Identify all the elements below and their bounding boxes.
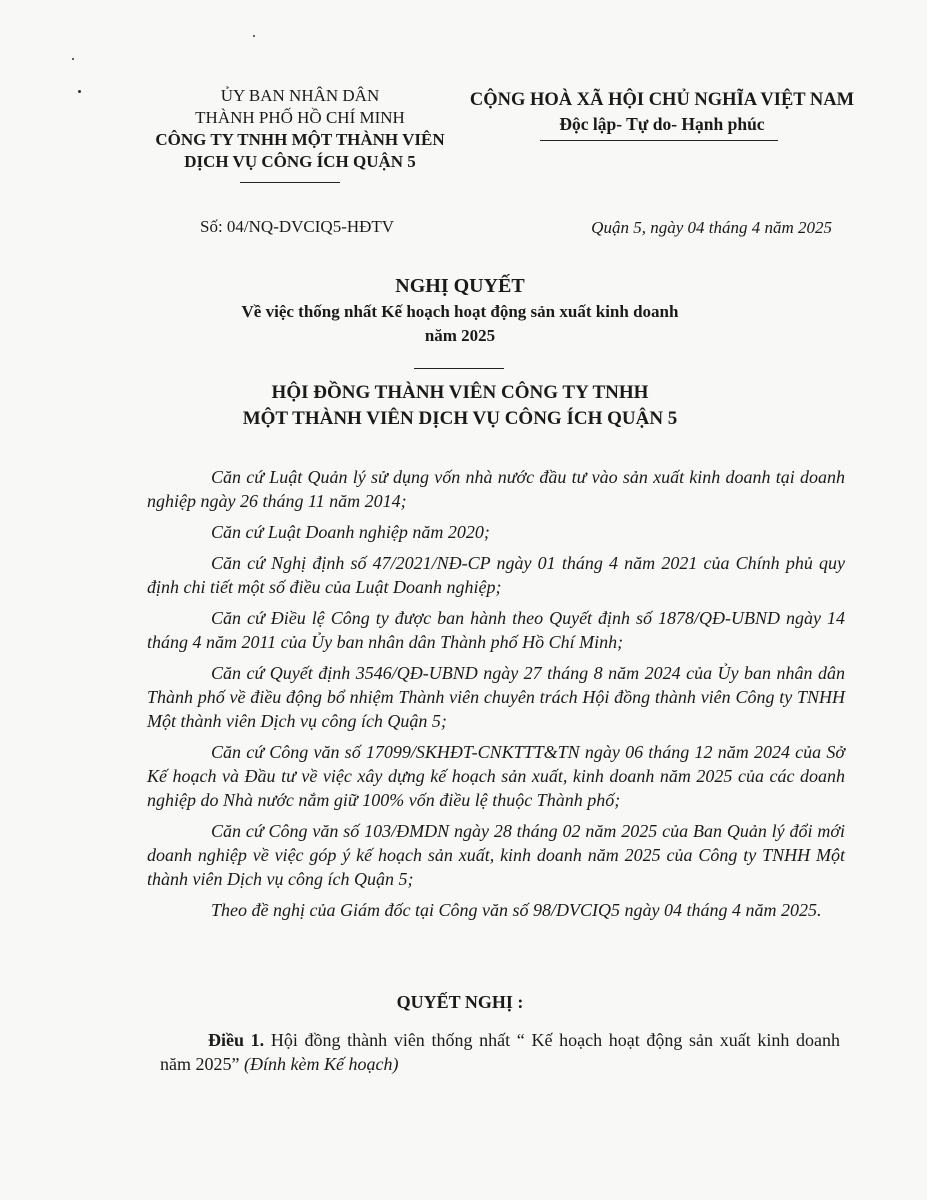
national-motto: Độc lập- Tự do- Hạnh phúc — [559, 114, 765, 134]
scan-speck — [78, 90, 81, 93]
issuing-authority — [140, 85, 460, 173]
article-1-text: Hội đồng thành viên thống nhất “ Kế hoạch hoạt động sản xuất kinh doanh năm 2025” — [160, 1030, 841, 1074]
scan-speck — [253, 35, 255, 37]
resolution-subtitle-line-2: năm 2025 — [424, 326, 496, 345]
legal-basis-item: Căn cứ Quyết định 3546/QĐ-UBND ngày 27 tháng 8 năm 2024 của Ủy ban nhân dân Thành phố về điều động bổ nhiệm Thành viên chuyên trách Hội đồng thành viên Công ty TNHH Một thành viên Dịch vụ công ích Quận 5; — [147, 663, 845, 731]
company-name-line-2: DỊCH VỤ CÔNG ÍCH QUẬN 5 — [184, 152, 416, 171]
article-1 — [160, 1028, 840, 1076]
decides-heading: QUYẾT NGHỊ : — [396, 992, 524, 1012]
resolution-subtitle-line-1: Về việc thống nhất Kế hoạch hoạt động sản xuất kinh doanh — [241, 302, 679, 321]
legal-basis-item: Căn cứ Nghị định số 47/2021/NĐ-CP ngày 01 tháng 4 năm 2021 của Chính phủ quy định chi tiết một số điều của Luật Doanh nghiệp; — [147, 553, 845, 597]
motto-underline — [540, 140, 778, 141]
legal-basis-item: Căn cứ Công văn số 17099/SKHĐT-CNKTTT&TN ngày 06 tháng 12 năm 2024 của Sở Kế hoạch và Đầu tư về việc xây dựng kế hoạch sản xuất, kinh doanh năm 2025 của các doanh nghiệp do Nhà nước nắm giữ 100% vốn điều lệ thuộc Thành phố; — [147, 742, 845, 810]
legal-basis-item: Căn cứ Luật Doanh nghiệp năm 2020; — [211, 522, 490, 542]
article-1-note: (Đính kèm Kế hoạch) — [243, 1054, 399, 1074]
legal-basis-item: Căn cứ Điều lệ Công ty được ban hành theo Quyết định số 1878/QĐ-UBND ngày 14 tháng 4 năm 2011 của Ủy ban nhân dân Thành phố Hồ Chí Minh; — [147, 608, 845, 652]
issue-date: Quận 5, ngày 04 tháng 4 năm 2025 — [591, 218, 832, 237]
council-heading-line-1: HỘI ĐỒNG THÀNH VIÊN CÔNG TY TNHH — [271, 382, 649, 403]
resolution-title: NGHỊ QUYẾT — [395, 275, 525, 297]
article-1-lead: Điều 1. — [208, 1030, 265, 1050]
authority-line-2: THÀNH PHỐ HỒ CHÍ MINH — [195, 108, 405, 127]
company-name-line-1: CÔNG TY TNHH MỘT THÀNH VIÊN — [155, 130, 445, 149]
council-heading — [100, 380, 820, 432]
legal-basis-item: Căn cứ Công văn số 103/ĐMDN ngày 28 tháng 02 năm 2025 của Ban Quản lý đổi mới doanh nghiệp về việc góp ý kế hoạch sản xuất, kinh doanh năm 2025 của Công ty TNHH Một thành viên Dịch vụ công ích Quận 5; — [147, 821, 845, 889]
authority-line-1: ỦY BAN NHÂN DÂN — [220, 86, 380, 105]
resolution-title-block — [130, 272, 790, 348]
legal-basis-list — [147, 465, 845, 929]
scan-speck — [72, 58, 74, 60]
left-header-underline — [240, 182, 340, 183]
legal-basis-item: Theo đề nghị của Giám đốc tại Công văn số 98/DVCIQ5 ngày 04 tháng 4 năm 2025. — [211, 900, 822, 920]
title-underline — [414, 368, 504, 369]
national-header — [462, 88, 862, 136]
legal-basis-item: Căn cứ Luật Quản lý sử dụng vốn nhà nước đầu tư vào sản xuất kinh doanh tại doanh nghiệp ngày 26 tháng 11 năm 2014; — [147, 467, 845, 511]
reference-number: Số: 04/NQ-DVCIQ5-HĐTV — [200, 217, 395, 236]
nation-name: CỘNG HOÀ XÃ HỘI CHỦ NGHĨA VIỆT NAM — [469, 90, 855, 110]
council-heading-line-2: MỘT THÀNH VIÊN DỊCH VỤ CÔNG ÍCH QUẬN 5 — [242, 408, 678, 429]
